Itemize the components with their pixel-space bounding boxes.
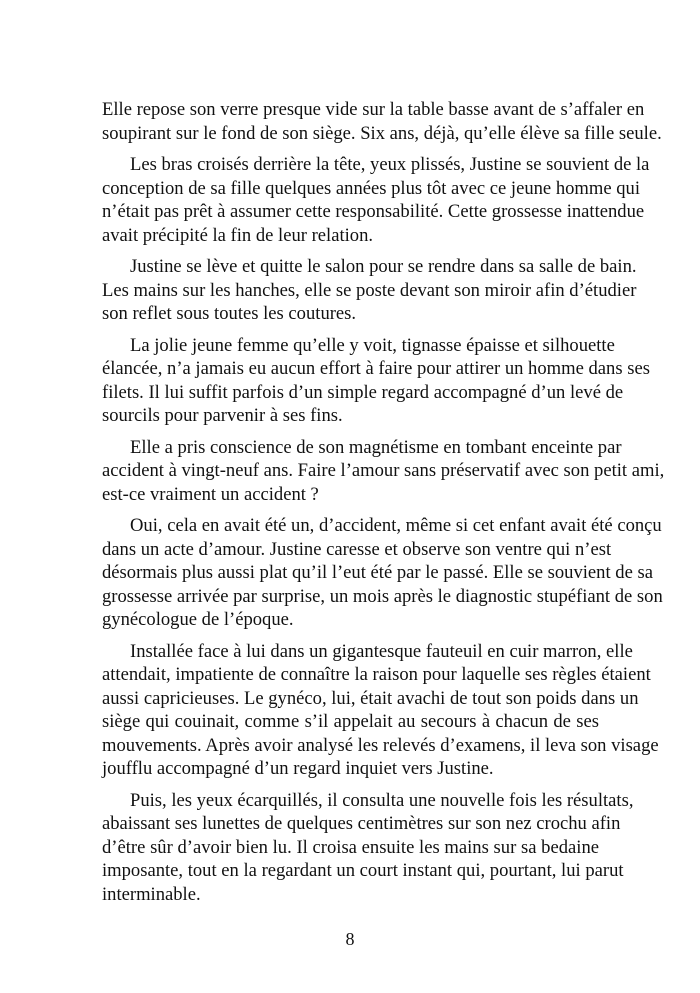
text-line: La jolie jeune femme qu’elle y voit, tignasse épaisse et silhouette xyxy=(130,334,615,356)
page-body xyxy=(102,98,665,914)
text-line: joufflu accompagné d’un regard inquiet vers Justine. xyxy=(102,758,494,779)
text-line: avait précipité la fin de leur relation. xyxy=(102,224,374,246)
text-line: imposante, tout en la regardant un court instant qui, pourtant, lui parut xyxy=(102,860,624,881)
text-line: interminable. xyxy=(102,883,201,905)
text-line: est-ce vraiment un accident ? xyxy=(102,483,319,505)
text-line: Installée face à lui dans un gigantesque fauteuil en cuir marron, elle xyxy=(130,640,633,662)
paragraph xyxy=(102,255,637,326)
text-line: n’était pas prêt à assumer cette responsabilité. Cette grossesse inattendue xyxy=(102,201,645,222)
text-line: Elle a pris conscience de son magnétisme en tombant enceinte par xyxy=(130,436,622,458)
paragraph xyxy=(102,789,634,907)
text-line: d’être sûr d’avoir bien lu. Il croisa ensuite les mains sur sa bedaine xyxy=(102,836,599,858)
text-line: soupirant sur le fond de son siège. Six ans, déjà, qu’elle élève sa fille seule. xyxy=(102,122,662,144)
text-line: mouvements. Après avoir analysé les relevés d’examens, il leva son visage xyxy=(102,734,659,756)
text-line: siège qui couinait, comme s’il appelait au secours à chacun de ses xyxy=(102,711,599,732)
text-line: Elle repose son verre presque vide sur la table basse avant de s’affaler en xyxy=(102,99,645,120)
paragraph xyxy=(102,334,650,428)
paragraph xyxy=(102,98,662,145)
text-line: élancée, n’a jamais eu aucun effort à faire pour attirer un homme dans ses xyxy=(102,358,650,379)
text-line: sourcils pour parvenir à ses fins. xyxy=(102,405,343,426)
text-line: abaissant ses lunettes de quelques centimètres sur son nez crochu afin xyxy=(102,813,621,834)
text-line: accident à vingt-neuf ans. Faire l’amour sans préservatif avec son petit ami, xyxy=(102,460,665,481)
text-line: gynécologue de l’époque. xyxy=(102,609,294,630)
text-line: Oui, cela en avait été un, d’accident, même si cet enfant avait été conçu xyxy=(130,515,662,536)
text-line: Puis, les yeux écarquillés, il consulta une nouvelle fois les résultats, xyxy=(130,789,634,811)
text-line: conception de sa fille quelques années plus tôt avec ce jeune homme qui xyxy=(102,177,641,199)
text-line: Justine se lève et quitte le salon pour se rendre dans sa salle de bain. xyxy=(130,256,637,277)
text-line: désormais plus aussi plat qu’il l’eut été par le passé. Elle se souvient de sa xyxy=(102,562,653,583)
paragraph xyxy=(102,514,663,632)
text-line: filets. Il lui suffit parfois d’un simple regard accompagné d’un levé de xyxy=(102,381,624,403)
paragraph xyxy=(102,436,665,507)
text-line: grossesse arrivée par surprise, un mois après le diagnostic stupéfiant de son xyxy=(102,585,663,607)
text-line: son reflet sous toutes les coutures. xyxy=(102,303,357,324)
text-line: Les bras croisés derrière la tête, yeux plissés, Justine se souvient de la xyxy=(130,154,650,175)
paragraph xyxy=(102,640,659,781)
page-number: 8 xyxy=(345,929,355,949)
text-line: dans un acte d’amour. Justine caresse et observe son ventre qui n’est xyxy=(102,538,612,560)
text-line: attendait, impatiente de connaître la raison pour laquelle ses règles étaient xyxy=(102,664,651,685)
paragraph xyxy=(102,153,650,247)
text-line: aussi capricieuses. Le gynéco, lui, était avachi de tout son poids dans un xyxy=(102,687,639,709)
text-line: Les mains sur les hanches, elle se poste devant son miroir afin d’étudier xyxy=(102,279,637,301)
